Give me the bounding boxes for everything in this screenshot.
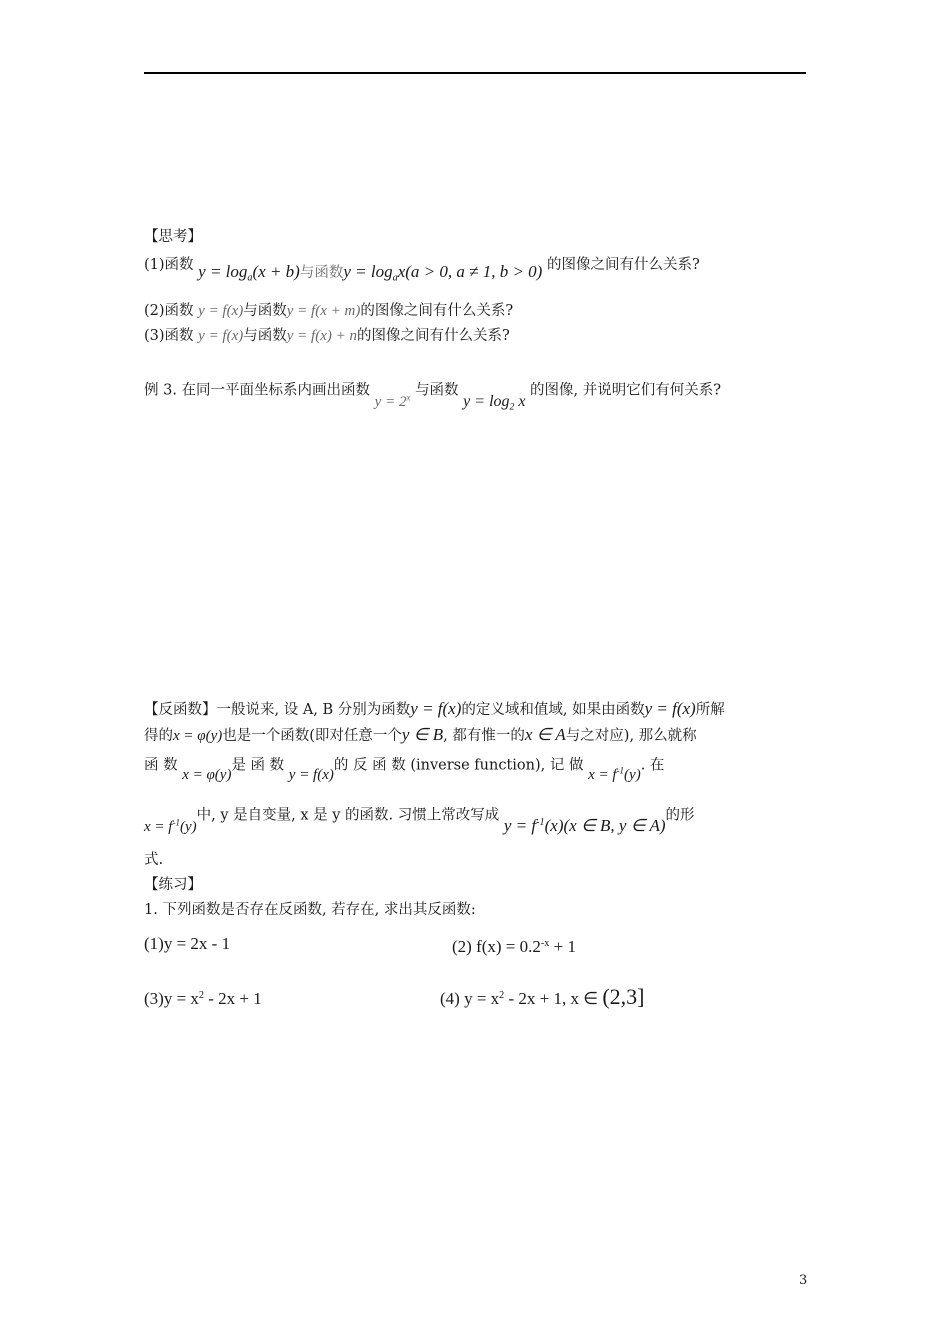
ex3-formula-log: $y = \log_2 x$ [463, 393, 526, 413]
inverse-line-3: 函 数 x = φ(y)是 函 数 y = f(x)的 反 函 数 (inverse function), 记 做 $x = f^{-1}(y)$. 在 [144, 757, 665, 784]
inverse-line-5: 式. [144, 852, 164, 868]
q2-formula-1: y = f(x) [198, 303, 244, 319]
practice-item-3: $(3)y = x^2 - 2x + 1$ [144, 989, 262, 1009]
q1-suffix: 的图像之间有什么关系? [546, 257, 700, 273]
practice-item-2: (2) $f(x) = 0.2^{-x} + 1$ [452, 937, 576, 957]
practice-heading: 【练习】 [144, 877, 202, 893]
q3-formula-2: y = f(x) + n [286, 328, 357, 344]
practice-question-1: 1. 下列函数是否存在反函数, 若存在, 求出其反函数: [144, 902, 476, 918]
inverse-line-2: 得的x = φ(y)也是一个函数(即对任意一个y ∈ B, 都有惟一的x ∈ A与之对应), 那么就称 [144, 725, 697, 744]
q2-formula-2: y = f(x + m) [286, 303, 361, 319]
think-heading: 【思考】 [144, 229, 202, 245]
practice-item-1: (1)y = 2x - 1 [144, 934, 231, 953]
practice-item-4: (4) $y = x^2 - 2x + 1$, x ∈ (2,3] [440, 984, 645, 1010]
think-question-1 [144, 254, 700, 284]
q1-connector: 与函数 [299, 265, 344, 281]
q1-prefix: (1)函数 [144, 257, 194, 273]
think-question-3: (3)函数 y = f(x)与函数y = f(x) + n的图像之间有什么关系? [144, 328, 510, 344]
inverse-line-1: 【反函数】一般说来, 设 A, B 分别为函数y = f(x)的定义域和值域, 如果由函数y = f(x)所解 [144, 699, 725, 718]
header-rule [144, 72, 806, 74]
q3-formula-1: y = f(x) [198, 328, 244, 344]
q1-formula-2: $y = \log_ax(a > 0$, a ≠ 1, b > 0) [343, 262, 543, 284]
think-question-2: (2)函数 y = f(x)与函数y = f(x + m)的图像之间有什么关系? [144, 303, 514, 319]
inverse-line-4: $x = f^{-1}(y)$中, y 是自变量, x 是 y 的函数. 习惯上常改写成 $y = f^{-1}(x)(x$ ∈ B, y ∈ A)的形 [144, 807, 695, 836]
page-number: 3 [799, 1273, 808, 1288]
ex3-formula-exp: $y = 2^x$ [374, 393, 411, 411]
q1-formula-1: $y = \log_a(x + b)$ [198, 262, 300, 284]
inverse-heading: 【反函数】 [144, 702, 217, 718]
example-3: 例 3. 在同一平面坐标系内画出函数 $y = 2^x$ 与函数 $y = \log_2 x$ 的图像, 并说明它们有何关系? [144, 382, 722, 413]
